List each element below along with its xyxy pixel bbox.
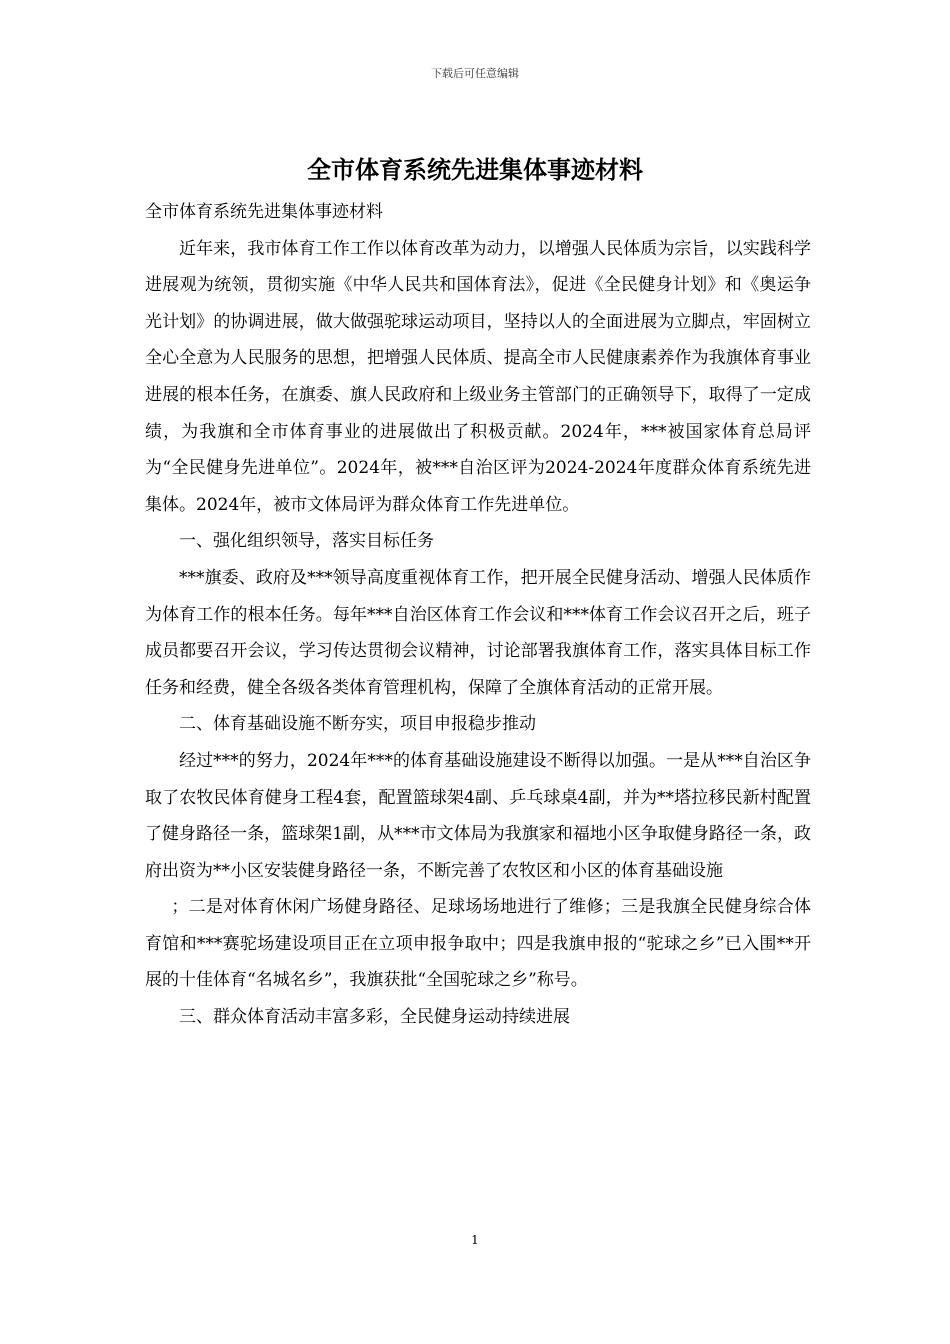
paragraph-section-2b: ；二是对体育休闲广场健身路径、足球场场地进行了维修；三是我旗全民健身综合体育馆和***赛驼场建设项目正在立项申报争取中；四是我旗申报的“驼球之乡”已入围**开展的十佳体育“名城名乡”，我旗获批“全国驼球之乡”称号。 (145, 897, 811, 991)
paragraph-section-1: ***旗委、政府及***领导高度重视体育工作，把开展全民健身活动、增强人民体质作为体育工作的根本任务。每年***自治区体育工作会议和***体育工作会议召开之后，班子成员都要召开会议，学习传达贯彻会议精神，讨论部署我旗体育工作，落实具体目标工作任务和经费，健全各级各类体育管理机构，保障了全旗体育活动的正常开展。 (145, 567, 811, 698)
document-title: 全市体育系统先进集体事迹材料 (307, 156, 643, 184)
section-heading-3: 三、群众体育活动丰富多彩，全民健身运动持续进展 (179, 1007, 570, 1028)
document-body (145, 194, 811, 1036)
section-heading-1: 一、强化组织领导，落实目标任务 (179, 531, 434, 552)
document-subtitle: 全市体育系统先进集体事迹材料 (145, 202, 383, 222)
section-heading-2: 二、体育基础设施不断夯实，项目申报稳步推动 (179, 714, 536, 735)
page-number: 1 (471, 1233, 479, 1247)
paragraph-section-2a: 经过***的努力，2024年***的体育基础设施建设不断得以加强。一是从***自治区争取了农牧民体育健身工程4套，配置篮球架4副、乒乓球桌4副，并为**塔拉移民新村配置了健身路径一条，篮球架1副，从***市文体局为我旗家和福地小区争取健身路径一条，政府出资为**小区安装健身路径一条，不断完善了农牧区和小区的体育基础设施 (145, 750, 811, 881)
paragraph-intro: 近年来，我市体育工作工作以体育改革为动力，以增强人民体质为宗旨，以实践科学进展观为统领，贯彻实施《中华人民共和国体育法》，促进《全民健身计划》和《奥运争光计划》的协调进展，做大做强驼球运动项目，坚持以人的全面进展为立脚点，牢固树立全心全意为人民服务的思想，把增强人民体质、提高全市人民健康素养作为我旗体育事业进展的根本任务，在旗委、旗人民政府和上级业务主管部门的正确领导下，取得了一定成绩，为我旗和全市体育事业的进展做出了积极贡献。2024年，***被国家体育总局评为“全民健身先进单位”。2024年，被***自治区评为2024-2024年度群众体育系统先进集体。2024年，被市文体局评为群众体育工作先进单位。 (145, 238, 811, 515)
page-header-note: 下载后可任意编辑 (431, 67, 519, 80)
